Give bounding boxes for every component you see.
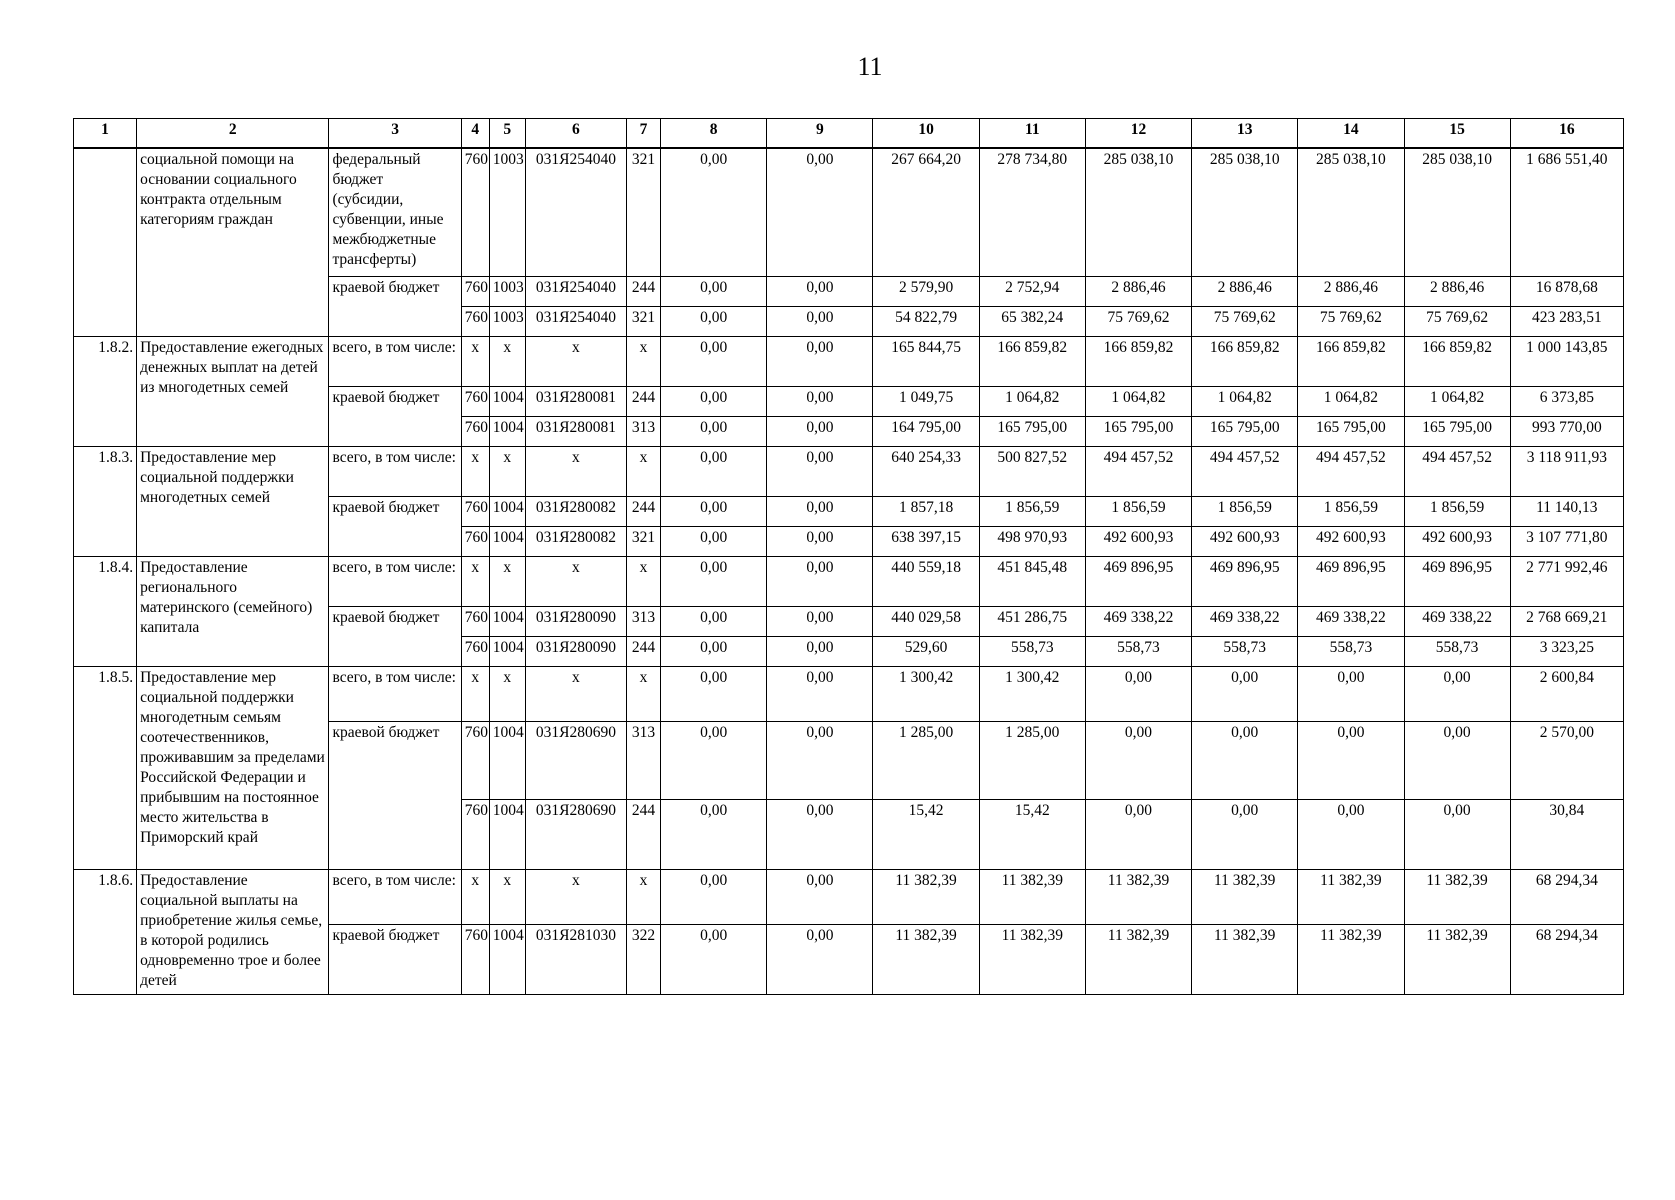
year-value: 492 600,93 (1085, 526, 1191, 556)
year-value: 0,00 (661, 721, 767, 799)
section-code: 1004 (489, 924, 525, 994)
year-value: 0,00 (1404, 721, 1510, 799)
total-value: 1 686 551,40 (1510, 148, 1623, 276)
year-value: 0,00 (1404, 799, 1510, 869)
year-value: 0,00 (767, 336, 873, 386)
grbs-code: 760 (461, 799, 489, 869)
year-value: 165 795,00 (1085, 416, 1191, 446)
year-value: 0,00 (661, 606, 767, 636)
year-value: 0,00 (767, 799, 873, 869)
year-value: 0,00 (661, 666, 767, 721)
total-value: 423 283,51 (1510, 306, 1623, 336)
year-value: 166 859,82 (1192, 336, 1298, 386)
year-value: 75 769,62 (1298, 306, 1404, 336)
target-article-code: 031Я254040 (525, 276, 626, 306)
year-value: 0,00 (767, 721, 873, 799)
year-value: 0,00 (767, 276, 873, 306)
year-value: 0,00 (661, 446, 767, 496)
year-value: 494 457,52 (1404, 446, 1510, 496)
year-value: 165 795,00 (1404, 416, 1510, 446)
expense-type-code: x (627, 556, 661, 606)
total-value: 3 118 911,93 (1510, 446, 1623, 496)
column-header: 3 (329, 119, 461, 149)
year-value: 469 896,95 (1192, 556, 1298, 606)
year-value: 0,00 (661, 276, 767, 306)
year-value: 2 579,90 (873, 276, 979, 306)
year-value: 15,42 (979, 799, 1085, 869)
target-article-code: 031Я280081 (525, 416, 626, 446)
total-value: 993 770,00 (1510, 416, 1623, 446)
year-value: 558,73 (1192, 636, 1298, 666)
year-value: 11 382,39 (1404, 924, 1510, 994)
column-header: 16 (1510, 119, 1623, 149)
year-value: 558,73 (1404, 636, 1510, 666)
total-value: 68 294,34 (1510, 869, 1623, 924)
year-value: 0,00 (1085, 666, 1191, 721)
year-value: 165 795,00 (979, 416, 1085, 446)
year-value: 1 064,82 (1298, 386, 1404, 416)
target-article-code: 031Я280082 (525, 496, 626, 526)
total-value: 3 107 771,80 (1510, 526, 1623, 556)
year-value: 0,00 (767, 556, 873, 606)
year-value: 0,00 (661, 496, 767, 526)
section-code: x (489, 666, 525, 721)
year-value: 440 559,18 (873, 556, 979, 606)
year-value: 1 285,00 (979, 721, 1085, 799)
table-row (74, 446, 1624, 496)
target-article-code: 031Я280690 (525, 721, 626, 799)
target-article-code: 031Я254040 (525, 148, 626, 276)
year-value: 0,00 (661, 416, 767, 446)
expense-type-code: 244 (627, 386, 661, 416)
table-body (74, 148, 1624, 994)
table-row (74, 148, 1624, 276)
year-value: 166 859,82 (1404, 336, 1510, 386)
target-article-code: 031Я280690 (525, 799, 626, 869)
year-value: 11 382,39 (979, 869, 1085, 924)
year-value: 0,00 (767, 386, 873, 416)
year-value: 640 254,33 (873, 446, 979, 496)
column-header: 11 (979, 119, 1085, 149)
section-code: 1004 (489, 636, 525, 666)
item-name: Предоставление регионального материнского (семейного) капитала (137, 556, 329, 666)
year-value: 165 844,75 (873, 336, 979, 386)
year-value: 0,00 (1192, 799, 1298, 869)
year-value: 285 038,10 (1085, 148, 1191, 276)
grbs-code: 760 (461, 148, 489, 276)
funding-source: краевой бюджет (329, 721, 461, 869)
column-header: 6 (525, 119, 626, 149)
grbs-code: 760 (461, 496, 489, 526)
funding-source: всего, в том числе: (329, 666, 461, 721)
item-number: 1.8.2. (74, 336, 137, 446)
section-code: x (489, 446, 525, 496)
grbs-code: x (461, 869, 489, 924)
year-value: 11 382,39 (1085, 869, 1191, 924)
year-value: 492 600,93 (1298, 526, 1404, 556)
target-article-code: 031Я280081 (525, 386, 626, 416)
item-number: 1.8.6. (74, 869, 137, 994)
table-row (74, 869, 1624, 924)
column-header: 9 (767, 119, 873, 149)
year-value: 1 300,42 (979, 666, 1085, 721)
year-value: 2 886,46 (1085, 276, 1191, 306)
funding-source: краевой бюджет (329, 606, 461, 666)
grbs-code: x (461, 556, 489, 606)
total-value: 30,84 (1510, 799, 1623, 869)
expense-type-code: 244 (627, 799, 661, 869)
year-value: 65 382,24 (979, 306, 1085, 336)
total-value: 16 878,68 (1510, 276, 1623, 306)
item-number (74, 148, 137, 336)
year-value: 1 856,59 (1192, 496, 1298, 526)
table-row (74, 666, 1624, 721)
year-value: 0,00 (767, 496, 873, 526)
year-value: 0,00 (767, 306, 873, 336)
expense-type-code: 313 (627, 606, 661, 636)
total-value: 2 768 669,21 (1510, 606, 1623, 636)
year-value: 1 856,59 (1298, 496, 1404, 526)
grbs-code: x (461, 336, 489, 386)
year-value: 0,00 (767, 446, 873, 496)
expense-type-code: 313 (627, 416, 661, 446)
year-value: 166 859,82 (1298, 336, 1404, 386)
year-value: 0,00 (1085, 799, 1191, 869)
funding-source: краевой бюджет (329, 496, 461, 556)
section-code: 1004 (489, 721, 525, 799)
year-value: 492 600,93 (1192, 526, 1298, 556)
year-value: 0,00 (661, 336, 767, 386)
grbs-code: 760 (461, 636, 489, 666)
item-name: Предоставление мер социальной поддержки многодетных семей (137, 446, 329, 556)
item-name: Предоставление мер социальной поддержки многодетным семьям соотечественников, проживавшим за пределами Российской Федерации и прибывшим на постоянное место жительства в Приморский край (137, 666, 329, 869)
year-value: 75 769,62 (1085, 306, 1191, 336)
year-value: 166 859,82 (1085, 336, 1191, 386)
year-value: 0,00 (661, 526, 767, 556)
page-number: 11 (857, 52, 883, 81)
item-number: 1.8.5. (74, 666, 137, 869)
year-value: 469 896,95 (1404, 556, 1510, 606)
section-code: x (489, 556, 525, 606)
year-value: 558,73 (1085, 636, 1191, 666)
year-value: 166 859,82 (979, 336, 1085, 386)
column-header: 10 (873, 119, 979, 149)
column-header: 4 (461, 119, 489, 149)
expense-type-code: x (627, 446, 661, 496)
year-value: 11 382,39 (873, 869, 979, 924)
year-value: 1 064,82 (979, 386, 1085, 416)
expense-type-code: 244 (627, 276, 661, 306)
year-value: 0,00 (767, 924, 873, 994)
year-value: 494 457,52 (1192, 446, 1298, 496)
target-article-code: x (525, 446, 626, 496)
column-header: 14 (1298, 119, 1404, 149)
year-value: 278 734,80 (979, 148, 1085, 276)
section-code: 1004 (489, 606, 525, 636)
year-value: 75 769,62 (1192, 306, 1298, 336)
year-value: 0,00 (767, 869, 873, 924)
year-value: 494 457,52 (1085, 446, 1191, 496)
year-value: 494 457,52 (1298, 446, 1404, 496)
section-code: 1004 (489, 496, 525, 526)
year-value: 11 382,39 (1298, 924, 1404, 994)
expense-type-code: x (627, 336, 661, 386)
expense-type-code: 321 (627, 526, 661, 556)
column-header: 15 (1404, 119, 1510, 149)
total-value: 3 323,25 (1510, 636, 1623, 666)
item-name: Предоставление социальной выплаты на приобретение жилья семье, в которой родились одновременно трое и более детей (137, 869, 329, 994)
grbs-code: 760 (461, 924, 489, 994)
funding-source: краевой бюджет (329, 924, 461, 994)
total-value: 2 600,84 (1510, 666, 1623, 721)
year-value: 165 795,00 (1298, 416, 1404, 446)
funding-source: всего, в том числе: (329, 556, 461, 606)
header-row (74, 119, 1624, 149)
item-number: 1.8.4. (74, 556, 137, 666)
year-value: 1 856,59 (1404, 496, 1510, 526)
expense-type-code: 322 (627, 924, 661, 994)
year-value: 638 397,15 (873, 526, 979, 556)
year-value: 0,00 (767, 526, 873, 556)
year-value: 0,00 (661, 148, 767, 276)
year-value: 492 600,93 (1404, 526, 1510, 556)
target-article-code: 031Я280082 (525, 526, 626, 556)
target-article-code: 031Я254040 (525, 306, 626, 336)
year-value: 500 827,52 (979, 446, 1085, 496)
year-value: 0,00 (661, 386, 767, 416)
year-value: 0,00 (661, 556, 767, 606)
expense-type-code: 313 (627, 721, 661, 799)
year-value: 529,60 (873, 636, 979, 666)
year-value: 11 382,39 (1192, 869, 1298, 924)
year-value: 0,00 (767, 636, 873, 666)
total-value: 2 771 992,46 (1510, 556, 1623, 606)
year-value: 267 664,20 (873, 148, 979, 276)
year-value: 1 064,82 (1404, 386, 1510, 416)
column-header: 2 (137, 119, 329, 149)
expense-type-code: 244 (627, 496, 661, 526)
table-header (74, 119, 1624, 149)
target-article-code: 031Я280090 (525, 636, 626, 666)
year-value: 1 300,42 (873, 666, 979, 721)
year-value: 1 064,82 (1192, 386, 1298, 416)
year-value: 1 285,00 (873, 721, 979, 799)
year-value: 0,00 (767, 606, 873, 636)
target-article-code: x (525, 556, 626, 606)
grbs-code: 760 (461, 606, 489, 636)
target-article-code: 031Я281030 (525, 924, 626, 994)
year-value: 0,00 (1298, 799, 1404, 869)
grbs-code: x (461, 446, 489, 496)
expense-type-code: 321 (627, 148, 661, 276)
year-value: 0,00 (1085, 721, 1191, 799)
grbs-code: 760 (461, 416, 489, 446)
section-code: 1004 (489, 386, 525, 416)
year-value: 0,00 (661, 306, 767, 336)
total-value: 68 294,34 (1510, 924, 1623, 994)
column-header: 12 (1085, 119, 1191, 149)
funding-source: федеральный бюджет (субсидии, субвенции, иные межбюджетные трансферты) (329, 148, 461, 276)
funding-source: краевой бюджет (329, 386, 461, 446)
target-article-code: x (525, 869, 626, 924)
year-value: 285 038,10 (1404, 148, 1510, 276)
column-header: 8 (661, 119, 767, 149)
year-value: 285 038,10 (1298, 148, 1404, 276)
year-value: 11 382,39 (1085, 924, 1191, 994)
year-value: 15,42 (873, 799, 979, 869)
section-code: 1003 (489, 148, 525, 276)
grbs-code: 760 (461, 306, 489, 336)
funding-source: всего, в том числе: (329, 336, 461, 386)
section-code: x (489, 869, 525, 924)
year-value: 469 896,95 (1085, 556, 1191, 606)
item-number: 1.8.3. (74, 446, 137, 556)
year-value: 498 970,93 (979, 526, 1085, 556)
year-value: 11 382,39 (873, 924, 979, 994)
year-value: 1 049,75 (873, 386, 979, 416)
table-row (74, 336, 1624, 386)
year-value: 0,00 (1404, 666, 1510, 721)
year-value: 451 845,48 (979, 556, 1085, 606)
year-value: 469 338,22 (1085, 606, 1191, 636)
column-header: 13 (1192, 119, 1298, 149)
year-value: 0,00 (661, 799, 767, 869)
total-value: 1 000 143,85 (1510, 336, 1623, 386)
budget-table (73, 118, 1624, 995)
total-value: 2 570,00 (1510, 721, 1623, 799)
year-value: 2 886,46 (1192, 276, 1298, 306)
section-code: 1003 (489, 306, 525, 336)
expense-type-code: x (627, 666, 661, 721)
year-value: 2 886,46 (1298, 276, 1404, 306)
year-value: 2 886,46 (1404, 276, 1510, 306)
grbs-code: 760 (461, 526, 489, 556)
expense-type-code: 244 (627, 636, 661, 666)
item-name: социальной помощи на основании социального контракта отдельным категориям граждан (137, 148, 329, 336)
year-value: 0,00 (1298, 666, 1404, 721)
grbs-code: 760 (461, 721, 489, 799)
year-value: 164 795,00 (873, 416, 979, 446)
section-code: 1004 (489, 799, 525, 869)
year-value: 0,00 (1192, 666, 1298, 721)
year-value: 54 822,79 (873, 306, 979, 336)
year-value: 11 382,39 (1298, 869, 1404, 924)
year-value: 0,00 (661, 924, 767, 994)
year-value: 1 856,59 (1085, 496, 1191, 526)
section-code: 1003 (489, 276, 525, 306)
item-name: Предоставление ежегодных денежных выплат на детей из многодетных семей (137, 336, 329, 446)
target-article-code: x (525, 336, 626, 386)
year-value: 440 029,58 (873, 606, 979, 636)
target-article-code: 031Я280090 (525, 606, 626, 636)
expense-type-code: 321 (627, 306, 661, 336)
year-value: 1 856,59 (979, 496, 1085, 526)
year-value: 0,00 (767, 666, 873, 721)
year-value: 165 795,00 (1192, 416, 1298, 446)
year-value: 1 064,82 (1085, 386, 1191, 416)
year-value: 11 382,39 (1404, 869, 1510, 924)
year-value: 75 769,62 (1404, 306, 1510, 336)
year-value: 1 857,18 (873, 496, 979, 526)
year-value: 558,73 (1298, 636, 1404, 666)
year-value: 285 038,10 (1192, 148, 1298, 276)
funding-source: всего, в том числе: (329, 869, 461, 924)
year-value: 0,00 (767, 416, 873, 446)
grbs-code: 760 (461, 276, 489, 306)
section-code: 1004 (489, 416, 525, 446)
year-value: 469 338,22 (1298, 606, 1404, 636)
year-value: 558,73 (979, 636, 1085, 666)
section-code: x (489, 336, 525, 386)
grbs-code: 760 (461, 386, 489, 416)
year-value: 0,00 (1298, 721, 1404, 799)
year-value: 451 286,75 (979, 606, 1085, 636)
grbs-code: x (461, 666, 489, 721)
total-value: 6 373,85 (1510, 386, 1623, 416)
section-code: 1004 (489, 526, 525, 556)
year-value: 469 338,22 (1404, 606, 1510, 636)
year-value: 11 382,39 (1192, 924, 1298, 994)
funding-source: краевой бюджет (329, 276, 461, 336)
year-value: 0,00 (767, 148, 873, 276)
year-value: 2 752,94 (979, 276, 1085, 306)
column-header: 7 (627, 119, 661, 149)
funding-source: всего, в том числе: (329, 446, 461, 496)
total-value: 11 140,13 (1510, 496, 1623, 526)
column-header: 5 (489, 119, 525, 149)
year-value: 0,00 (1192, 721, 1298, 799)
year-value: 0,00 (661, 869, 767, 924)
column-header: 1 (74, 119, 137, 149)
table-row (74, 556, 1624, 606)
year-value: 11 382,39 (979, 924, 1085, 994)
expense-type-code: x (627, 869, 661, 924)
year-value: 0,00 (661, 636, 767, 666)
year-value: 469 896,95 (1298, 556, 1404, 606)
target-article-code: x (525, 666, 626, 721)
year-value: 469 338,22 (1192, 606, 1298, 636)
